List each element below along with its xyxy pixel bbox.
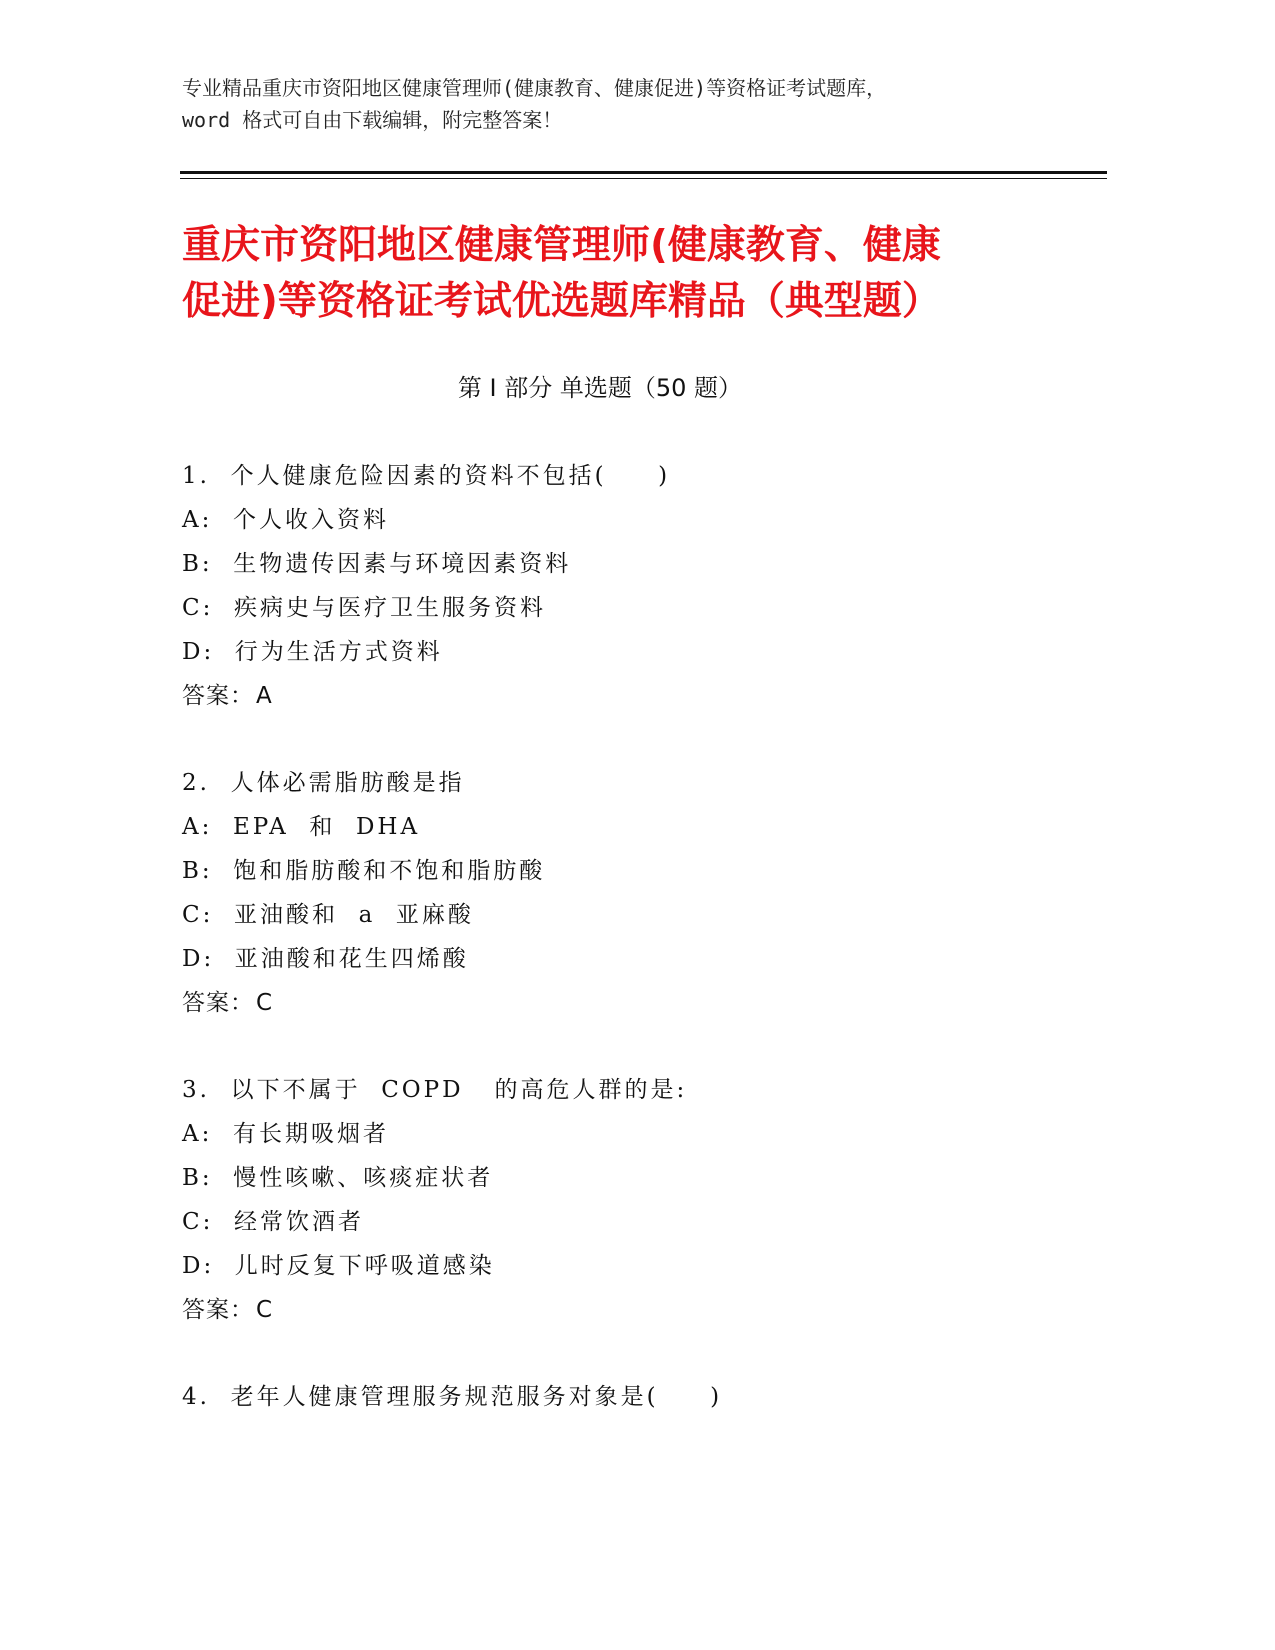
- answer-value: C: [256, 990, 273, 1016]
- header-divider-thin: [180, 178, 1107, 179]
- option-d: D: 行为生活方式资料: [182, 639, 443, 665]
- question-list: [182, 458, 1082, 1466]
- answer-line: [182, 985, 1082, 1029]
- option-d: D: 儿时反复下呼吸道感染: [182, 1253, 495, 1279]
- question-stem: 3. 以下不属于 COPD 的高危人群的是:: [182, 1077, 688, 1103]
- option-c: C: 疾病史与医疗卫生服务资料: [182, 595, 546, 621]
- question-stem: 2. 人体必需脂肪酸是指: [182, 770, 465, 796]
- option-d: D: 亚油酸和花生四烯酸: [182, 946, 469, 972]
- answer-label: 答案：: [182, 990, 254, 1016]
- header-divider-thick: [180, 171, 1107, 174]
- header-note: [182, 72, 1062, 136]
- option-a: A: 个人收入资料: [182, 507, 389, 533]
- question-4: [182, 1379, 1082, 1423]
- question-2: [182, 765, 1082, 1029]
- answer-label: 答案：: [182, 1297, 254, 1323]
- question-stem: 1. 个人健康危险因素的资料不包括( ): [182, 463, 671, 489]
- answer-line: [182, 678, 1082, 722]
- header-note-line-2: word 格式可自由下载编辑，附完整答案！: [182, 108, 563, 132]
- document-title-line-1: 重庆市资阳地区健康管理师(健康教育、健康: [182, 223, 941, 268]
- answer-label: 答案：: [182, 683, 254, 709]
- document-title-line-2: 促进)等资格证考试优选题库精品（典型题）: [182, 279, 941, 324]
- question-3: [182, 1072, 1082, 1336]
- option-c: C: 亚油酸和 a 亚麻酸: [182, 902, 474, 928]
- header-note-line-1: 专业精品重庆市资阳地区健康管理师(健康教育、健康促进)等资格证考试题库，: [182, 76, 887, 100]
- option-c: C: 经常饮酒者: [182, 1209, 364, 1235]
- option-b: B: 生物遗传因素与环境因素资料: [182, 551, 572, 577]
- answer-value: A: [256, 683, 272, 709]
- option-a: A: 有长期吸烟者: [182, 1121, 389, 1147]
- option-b: B: 慢性咳嗽、咳痰症状者: [182, 1165, 494, 1191]
- question-1: [182, 458, 1082, 722]
- section-title: 第 I 部分 单选题（50 题）: [457, 374, 743, 402]
- option-a: A: EPA 和 DHA: [182, 814, 421, 840]
- option-b: B: 饱和脂肪酸和不饱和脂肪酸: [182, 858, 546, 884]
- document-title: [182, 218, 1082, 330]
- question-stem: 4. 老年人健康管理服务规范服务对象是( ): [182, 1384, 723, 1410]
- answer-line: [182, 1292, 1082, 1336]
- answer-value: C: [256, 1297, 273, 1323]
